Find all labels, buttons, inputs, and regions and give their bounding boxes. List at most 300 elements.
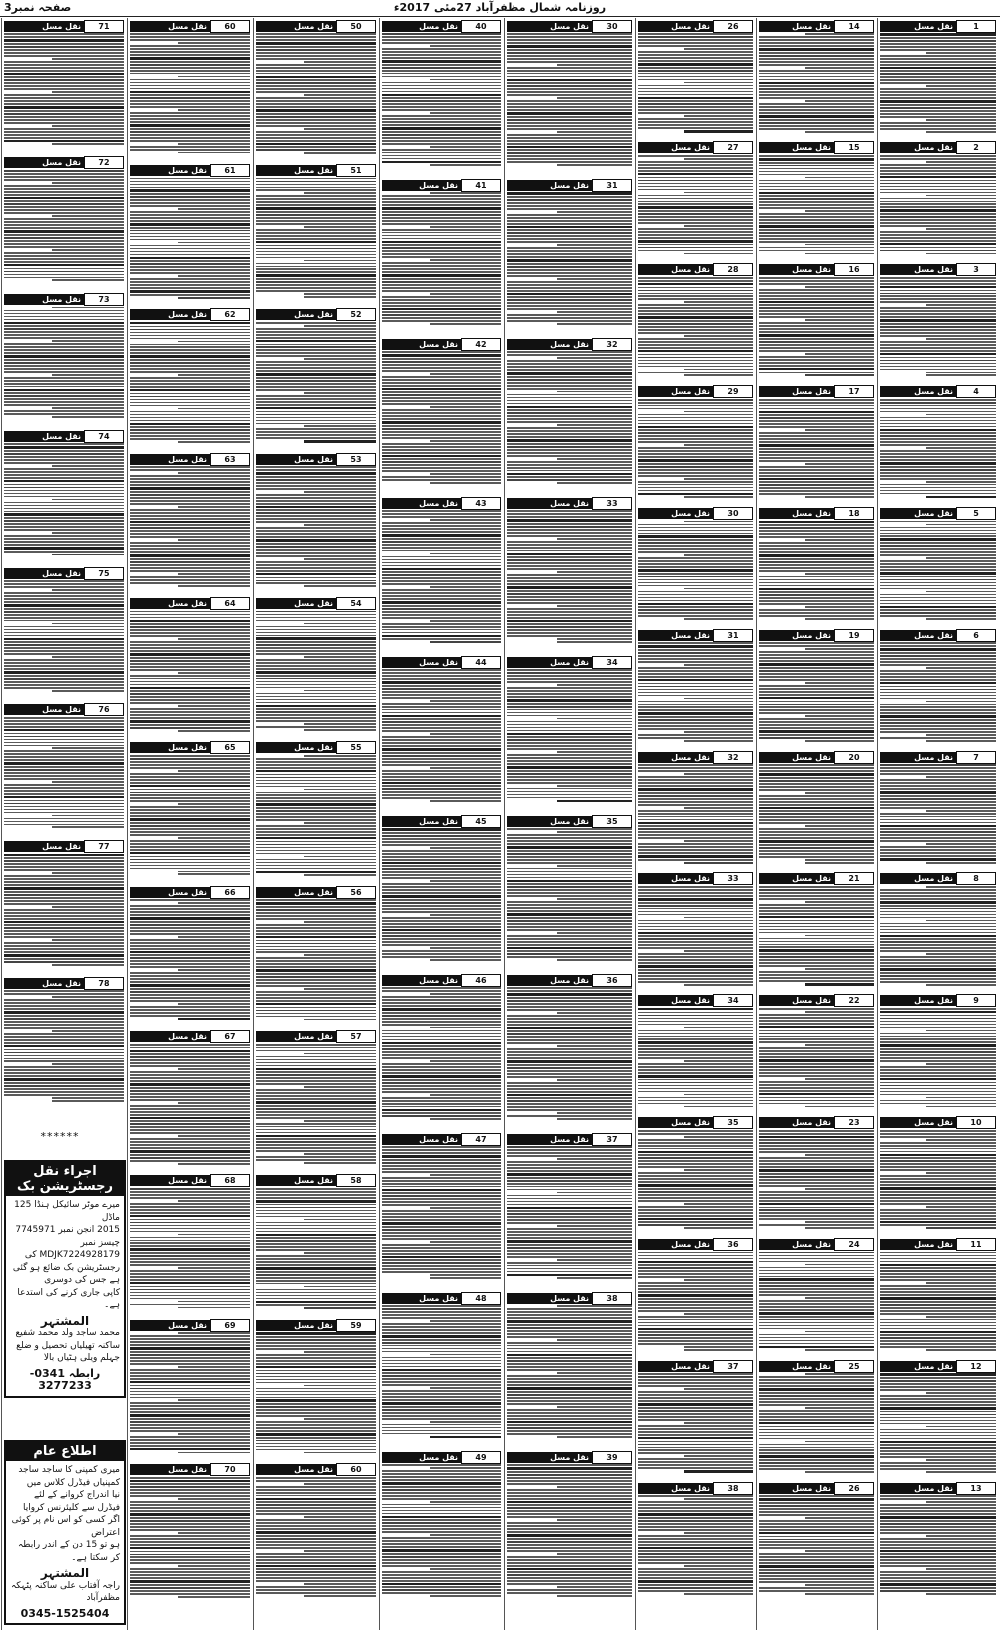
text-line (256, 957, 376, 959)
text-line (130, 1258, 250, 1260)
notice-body (256, 1188, 376, 1317)
text-line (507, 1324, 632, 1326)
text-line (507, 874, 632, 876)
text-line (880, 658, 996, 660)
text-line (256, 546, 376, 548)
notice-body (4, 580, 124, 702)
notice-body (130, 1477, 250, 1606)
text-line (759, 926, 874, 928)
text-line (880, 1024, 996, 1026)
notice-item (880, 993, 996, 1115)
text-line (638, 1097, 753, 1099)
text-line (256, 1345, 376, 1347)
text-line (638, 423, 753, 425)
text-line (805, 606, 874, 608)
text-line (4, 601, 124, 603)
text-line (759, 414, 874, 416)
text-line (880, 1060, 996, 1062)
text-line (382, 1323, 501, 1325)
text-line (4, 592, 124, 594)
text-line (382, 1103, 501, 1105)
text-line (759, 283, 874, 285)
text-line (130, 146, 250, 148)
text-line (638, 1075, 753, 1078)
text-line (130, 797, 250, 799)
text-line (256, 414, 376, 416)
text-line (130, 1344, 250, 1346)
text-line (178, 208, 250, 210)
text-line (759, 180, 874, 182)
notice-number: 9 (956, 994, 996, 1007)
text-line (130, 1129, 250, 1131)
text-line (684, 1346, 753, 1348)
notice-number: 23 (834, 1116, 874, 1129)
text-line (4, 200, 124, 202)
text-line (256, 1571, 376, 1573)
text-line (130, 1080, 250, 1082)
text-line (880, 594, 996, 596)
text-line (4, 128, 124, 130)
text-line (638, 1322, 753, 1324)
text-line (880, 941, 996, 943)
text-line (880, 606, 996, 609)
text-line (638, 1273, 753, 1275)
text-line (684, 253, 753, 255)
text-line (880, 767, 996, 769)
text-line (507, 1471, 632, 1473)
text-line (880, 49, 996, 51)
text-line (4, 64, 124, 66)
text-line (130, 647, 250, 649)
text-line (507, 1048, 632, 1050)
notice-item (256, 1029, 376, 1173)
text-line (759, 777, 874, 779)
text-line (382, 883, 501, 885)
text-line (4, 94, 124, 96)
text-line (759, 727, 874, 729)
text-line (880, 1507, 996, 1509)
text-line (638, 399, 753, 401)
text-line (256, 1191, 376, 1193)
text-line (880, 1526, 996, 1528)
text-line (638, 109, 753, 111)
notice-item (759, 140, 874, 262)
text-line (507, 541, 632, 543)
text-line (4, 1002, 124, 1004)
text-line (256, 1062, 376, 1064)
text-line (382, 544, 501, 546)
text-line (805, 1349, 874, 1351)
text-line (507, 1070, 632, 1072)
text-line (256, 1213, 376, 1215)
text-line (557, 164, 632, 166)
text-line (507, 941, 632, 943)
text-line (880, 978, 996, 980)
text-line (382, 1189, 501, 1192)
notice-number: 21 (834, 872, 874, 885)
text-line (382, 1168, 501, 1170)
text-line (256, 635, 376, 637)
text-line (130, 1584, 250, 1586)
text-line (382, 932, 501, 934)
text-line (382, 1357, 501, 1359)
text-line (304, 723, 376, 725)
text-line (382, 121, 501, 123)
notice-item (759, 1358, 874, 1480)
notice-number: 55 (336, 741, 376, 754)
notice-item (4, 428, 124, 565)
text-line (507, 568, 632, 570)
text-line (638, 1008, 753, 1011)
text-line (684, 950, 753, 952)
text-line (382, 953, 501, 955)
notice-item (382, 495, 501, 654)
text-line (4, 650, 124, 652)
text-line (638, 969, 753, 971)
text-line (256, 1519, 376, 1521)
text-line (4, 243, 124, 245)
text-line (4, 772, 124, 774)
text-line (130, 1405, 250, 1407)
text-line (382, 1427, 501, 1429)
text-line (178, 297, 250, 299)
text-line (4, 113, 124, 115)
text-line (507, 1161, 632, 1163)
text-line (507, 91, 632, 93)
notice-header (4, 430, 124, 442)
text-line (638, 484, 753, 486)
text-line (880, 286, 996, 289)
text-line (256, 539, 376, 542)
text-line (382, 1072, 501, 1074)
text-line (256, 844, 376, 846)
text-line (4, 659, 124, 661)
text-line (256, 1495, 376, 1497)
text-line (256, 1376, 376, 1378)
notice-label: نقل مسل (638, 873, 713, 884)
text-line (926, 1349, 996, 1351)
text-line (638, 834, 753, 836)
text-line (256, 859, 376, 861)
text-line (4, 803, 124, 805)
text-line (130, 352, 250, 354)
text-line (4, 632, 124, 634)
notice-header (638, 1238, 753, 1250)
notice-number: 3 (956, 263, 996, 276)
text-line (130, 789, 250, 791)
text-line (382, 452, 501, 454)
text-line (759, 570, 874, 572)
notice-label: نقل مسل (256, 309, 336, 320)
text-line (507, 626, 632, 628)
notice-body (4, 170, 124, 292)
text-line (638, 1529, 753, 1531)
text-line (759, 247, 874, 249)
text-line (256, 976, 376, 978)
text-line (178, 242, 250, 244)
text-line (805, 825, 874, 827)
text-line (507, 476, 632, 478)
text-line (382, 207, 501, 210)
text-line (178, 1267, 250, 1269)
notice-body (638, 764, 753, 871)
notice-number: 31 (713, 629, 753, 642)
text-line (880, 1181, 996, 1183)
notice-item (638, 140, 753, 262)
text-line (507, 427, 632, 429)
notice-body (638, 642, 753, 749)
text-line (684, 369, 753, 371)
text-line (507, 1231, 632, 1233)
text-line (638, 1513, 753, 1516)
text-line (130, 623, 250, 625)
text-line (507, 1538, 632, 1540)
text-line (880, 405, 996, 407)
text-line (304, 192, 376, 194)
text-line (638, 1316, 753, 1318)
notice-item (759, 627, 874, 749)
text-line (638, 679, 753, 682)
text-line (557, 605, 632, 607)
text-line (4, 1088, 124, 1090)
text-line (759, 597, 874, 599)
text-line (507, 1513, 632, 1515)
text-line (382, 513, 501, 515)
text-line (638, 414, 753, 416)
notice-item (130, 595, 250, 739)
text-line (256, 1391, 376, 1393)
text-line (256, 281, 376, 283)
text-line (759, 889, 874, 891)
text-line (130, 899, 250, 901)
text-line (52, 182, 124, 184)
text-line (638, 1206, 753, 1208)
notice-header (759, 751, 874, 763)
text-line (4, 1082, 124, 1084)
notice-number: 17 (834, 385, 874, 398)
text-line (880, 203, 996, 205)
text-line (4, 687, 124, 689)
text-line (130, 82, 250, 84)
text-line (382, 76, 501, 78)
text-line (130, 644, 250, 646)
text-line (130, 399, 250, 401)
notice-number: 41 (461, 179, 501, 192)
text-line (382, 244, 501, 246)
text-line (430, 767, 501, 769)
text-line (759, 1276, 874, 1278)
text-line (638, 1574, 753, 1576)
text-line (880, 1008, 996, 1010)
text-line (926, 1063, 996, 1065)
text-line (4, 878, 124, 880)
text-line (638, 1559, 753, 1561)
notice-body (880, 33, 996, 140)
text-line (759, 706, 874, 708)
text-line (880, 1538, 996, 1540)
text-line (256, 1095, 376, 1097)
text-line (507, 883, 632, 885)
text-line (382, 1238, 501, 1240)
text-line (256, 1289, 376, 1291)
text-line (759, 609, 874, 611)
text-line (130, 402, 250, 404)
text-line (805, 1297, 874, 1299)
text-line (4, 140, 124, 143)
text-line (256, 223, 376, 225)
text-line (926, 953, 996, 955)
text-line (256, 662, 376, 664)
text-line (4, 753, 124, 755)
text-line (256, 1074, 376, 1076)
text-line (382, 592, 501, 594)
text-line (4, 76, 124, 78)
text-line (130, 641, 250, 643)
text-line (430, 1595, 501, 1597)
text-line (4, 860, 124, 862)
text-line (759, 82, 874, 85)
text-line (4, 678, 124, 680)
text-line (805, 1373, 874, 1375)
text-line (507, 889, 632, 891)
text-line (4, 958, 124, 960)
notice-number: 36 (713, 1238, 753, 1251)
text-line (4, 951, 124, 953)
text-line (130, 359, 250, 361)
text-line (684, 1593, 753, 1595)
box-line: رجسٹریشن بک ضائع ہو گئی ہے جس کی دوسری (12, 1262, 120, 1285)
text-line (382, 917, 501, 919)
text-line (507, 617, 632, 619)
text-line (507, 42, 632, 44)
notice-body (382, 1146, 501, 1290)
text-line (759, 600, 874, 602)
text-line (805, 1221, 874, 1223)
text-line (382, 841, 501, 843)
text-line (638, 673, 753, 675)
notice-item (759, 871, 874, 993)
text-line (382, 54, 501, 56)
text-line (256, 943, 376, 945)
text-line (557, 800, 632, 803)
text-line (130, 383, 250, 385)
text-line (256, 1044, 376, 1046)
text-line (759, 536, 874, 538)
text-line (256, 777, 376, 779)
text-line (880, 360, 996, 362)
text-line (880, 290, 996, 292)
notice-item (880, 1358, 996, 1480)
text-line (759, 974, 874, 976)
text-line (507, 439, 632, 442)
text-line (557, 211, 632, 213)
notice-label: نقل مسل (759, 630, 834, 641)
text-line (759, 341, 874, 343)
text-line (4, 729, 124, 732)
text-line (382, 999, 501, 1001)
text-line (880, 1587, 996, 1589)
text-line (382, 635, 501, 638)
text-line (382, 672, 501, 674)
text-line (4, 544, 124, 546)
text-line (130, 1245, 250, 1247)
text-line (430, 959, 501, 961)
text-line (638, 527, 753, 529)
text-line (4, 413, 124, 415)
text-line (638, 293, 753, 295)
text-line (759, 1319, 874, 1321)
text-line (382, 608, 501, 610)
notice-label: نقل مسل (256, 1175, 336, 1186)
text-line (759, 1059, 874, 1062)
text-line (507, 1082, 632, 1084)
text-line (130, 131, 250, 133)
text-line (638, 929, 753, 931)
notice-number: 37 (713, 1360, 753, 1373)
text-line (638, 908, 753, 910)
text-line (880, 1209, 996, 1211)
text-line (304, 440, 376, 443)
text-line (256, 271, 376, 273)
text-line (4, 671, 124, 674)
text-line (638, 1151, 753, 1154)
text-line (382, 522, 501, 524)
text-line (4, 191, 124, 193)
text-line (880, 125, 996, 127)
text-line (638, 548, 753, 550)
text-line (256, 708, 376, 710)
text-line (880, 1444, 996, 1446)
notice-header (759, 995, 874, 1007)
text-line (880, 1574, 996, 1576)
text-line (507, 1180, 632, 1182)
text-line (880, 295, 996, 297)
text-line (178, 441, 250, 443)
text-line (507, 1568, 632, 1571)
text-line (880, 1130, 996, 1132)
notice-label: نقل مسل (382, 339, 461, 350)
notice-header (507, 656, 632, 668)
text-line (382, 623, 501, 625)
text-line (4, 517, 124, 519)
text-line (130, 1096, 250, 1098)
text-line (638, 712, 753, 715)
text-line (880, 70, 996, 72)
text-line (926, 1282, 996, 1284)
text-line (130, 217, 250, 219)
text-line (382, 1216, 501, 1218)
text-line (256, 274, 376, 277)
text-line (507, 275, 632, 277)
text-line (382, 311, 501, 313)
text-line (256, 1513, 376, 1515)
text-line (638, 1133, 753, 1135)
text-line (382, 1106, 501, 1108)
text-line (256, 290, 376, 292)
text-line (382, 100, 501, 102)
notice-label: نقل مسل (130, 598, 210, 609)
text-line (382, 1195, 501, 1197)
text-line (805, 463, 874, 465)
text-line (256, 1050, 376, 1052)
notice-label: نقل مسل (507, 1452, 592, 1463)
text-line (805, 1550, 874, 1552)
text-line (638, 1334, 753, 1336)
text-line (880, 189, 996, 191)
text-line (759, 651, 874, 653)
text-line (507, 599, 632, 601)
text-line (507, 1250, 632, 1252)
